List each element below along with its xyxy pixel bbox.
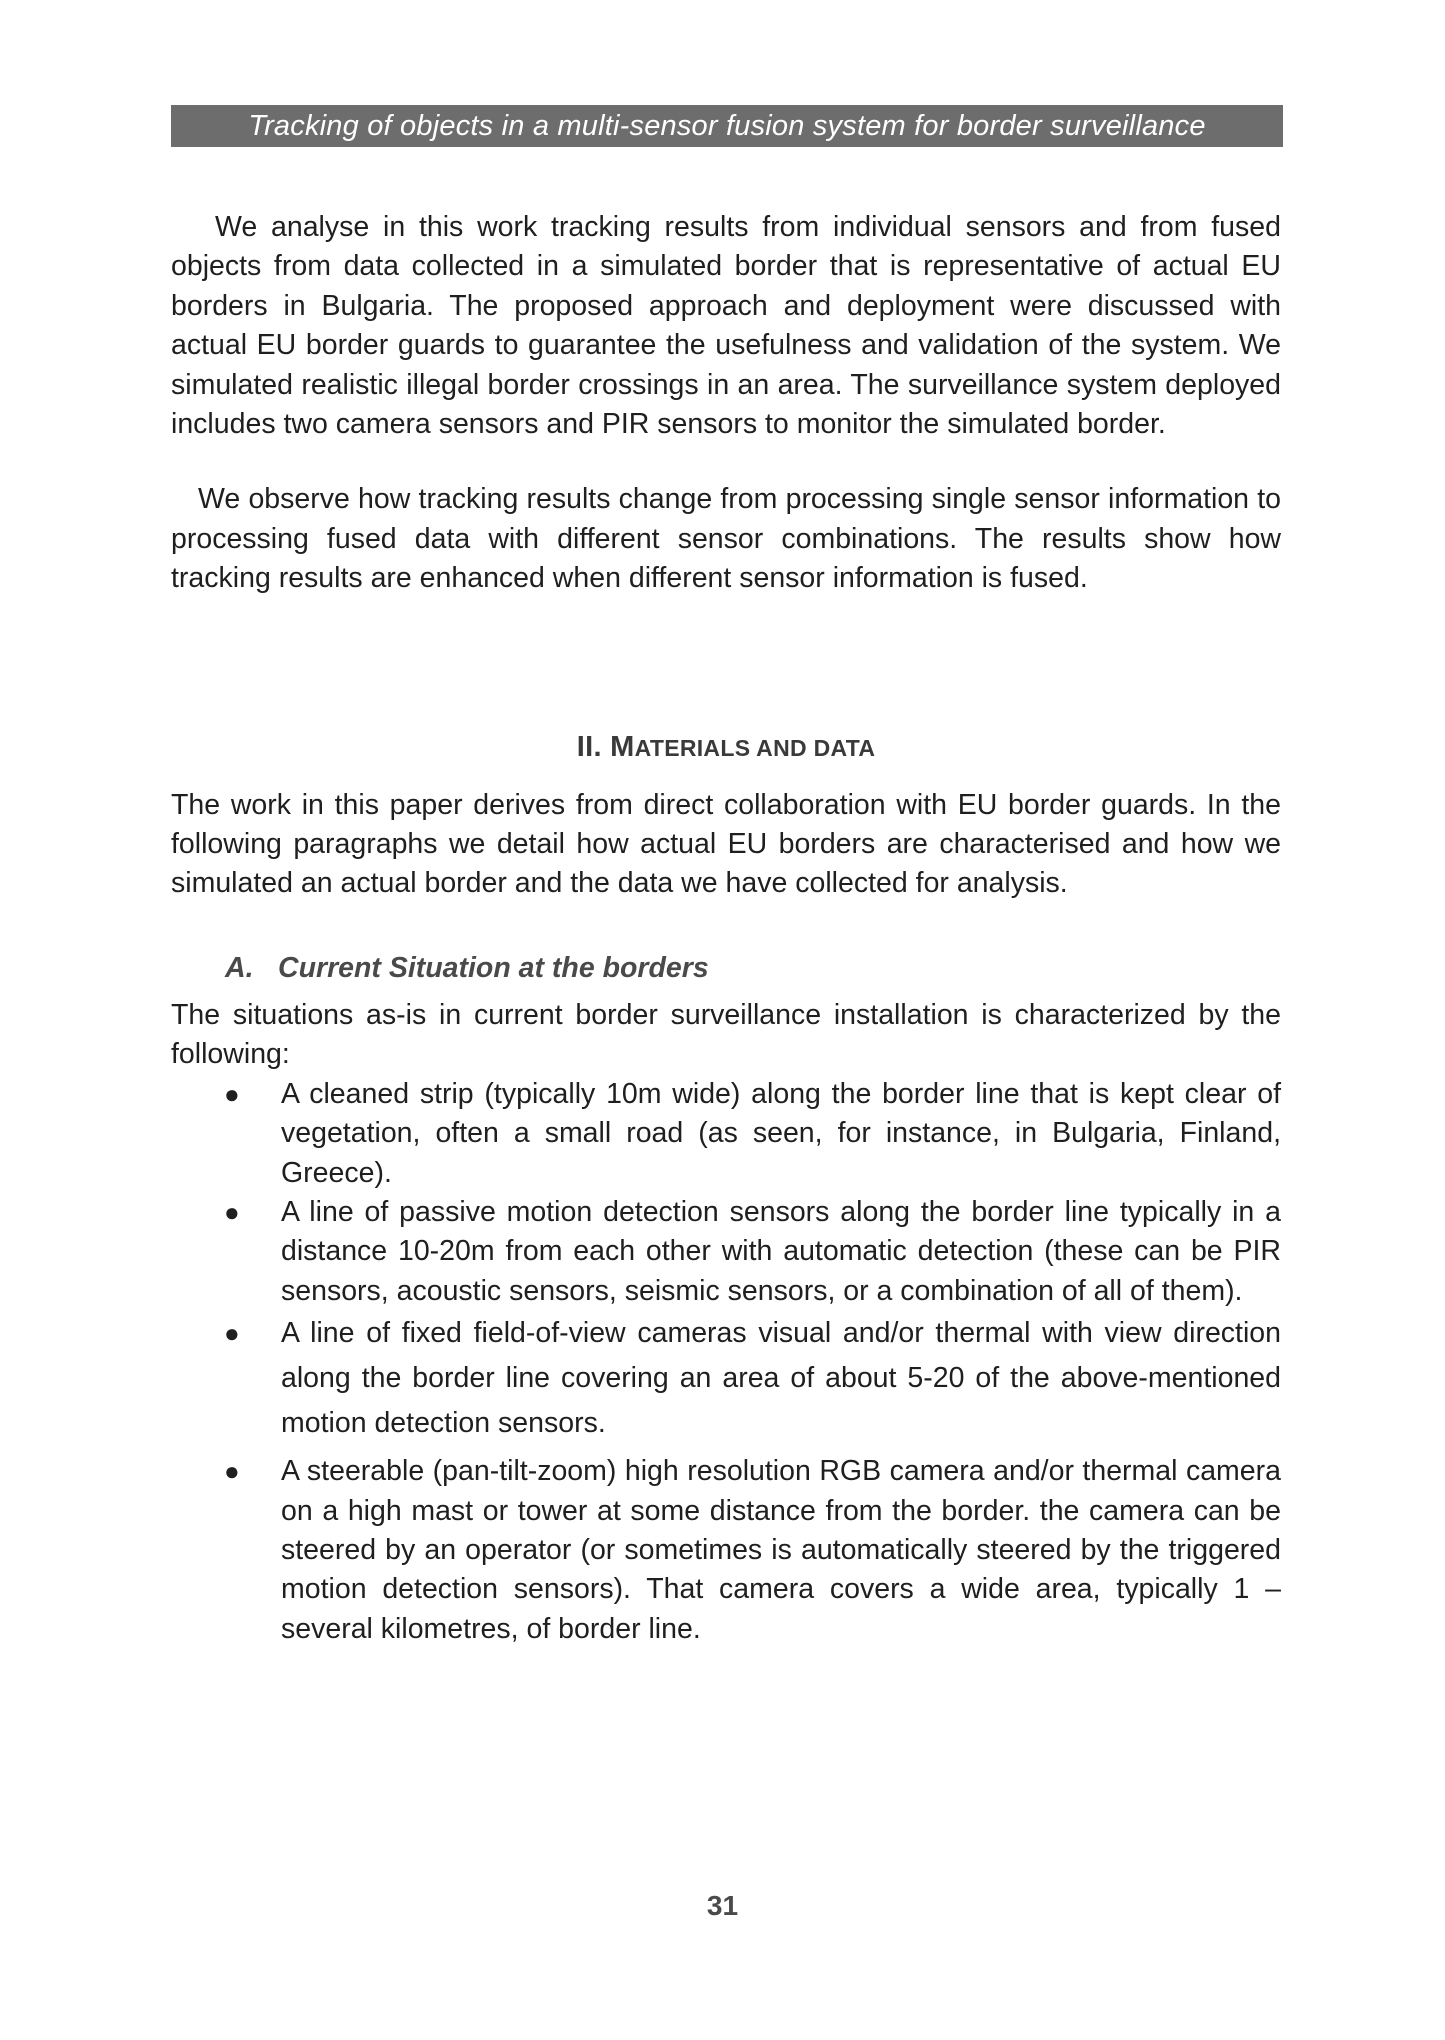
list-item-text: A cleaned strip (typically 10m wide) along the border line that is kept clear of vegetation, often a small road (as seen, for instance, in Bulgaria, Finland, Greece). xyxy=(281,1077,1281,1189)
section-title-rest: ATERIALS AND DATA xyxy=(634,734,876,761)
running-header: Tracking of objects in a multi-sensor fusion system for border surveillance xyxy=(171,105,1283,147)
intro-paragraph-2: We observe how tracking results change from processing single sensor information to processing fused data with different sensor combinations. The results show how tracking results are enhanced when different sensor information is fused. xyxy=(171,483,1281,595)
list-item xyxy=(171,1193,1281,1311)
list-item xyxy=(171,1311,1281,1446)
list-item xyxy=(171,1452,1281,1649)
list-item-text: A line of passive motion detection sensors along the border line typically in a distance 10-20m from each other with automatic detection (these can be PIR sensors, acoustic sensors, seismic sensors, or a combination of all of them). xyxy=(281,1195,1281,1307)
section-number: II. xyxy=(576,730,602,763)
subsection-letter: A. xyxy=(225,951,254,984)
section-title xyxy=(610,731,875,763)
section-title-initial: M xyxy=(610,730,635,763)
list-item xyxy=(171,1075,1281,1193)
list-item-text: A steerable (pan-tilt-zoom) high resolution RGB camera and/or thermal camera on a high mast or tower at some distance from the border. the camera can be steered by an operator (or sometimes is automatically steered by the triggered motion detection sensors). That camera covers a wide area, typically 1 – several kilometres, of border line. xyxy=(281,1455,1281,1645)
bullet-list xyxy=(171,1075,1281,1649)
bullet-icon: ● xyxy=(224,1196,240,1227)
bullet-icon: ● xyxy=(224,1456,240,1487)
page-number: 31 xyxy=(706,1890,739,1921)
list-item-text: A line of fixed field-of-view cameras visual and/or thermal with view direction along the border line covering an area of about 5-20 of the above-mentioned motion detection sensors. xyxy=(281,1317,1281,1440)
bullet-icon: ● xyxy=(224,1078,240,1109)
page-content xyxy=(171,208,1281,1649)
subsection-title: Current Situation at the borders xyxy=(278,951,709,984)
intro-paragraph-1: We analyse in this work tracking results from individual sensors and from fused objects from data collected in a simulated border that is representative of actual EU borders in Bulgaria. The proposed approach and deployment were discussed with actual EU border guards to guarantee the usefulness and validation of the system. We simulated realistic illegal border crossings in an area. The surveillance system deployed includes two camera sensors and PIR sensors to monitor the simulated border. xyxy=(171,211,1281,441)
subsection-heading xyxy=(171,948,1281,988)
section-paragraph: The work in this paper derives from direct collaboration with EU border guards. In the following paragraphs we detail how actual EU borders are characterised and how we simulated an actual border and the data we have collected for analysis. xyxy=(171,788,1281,900)
section-heading xyxy=(171,727,1281,768)
bullet-icon: ● xyxy=(224,1318,240,1349)
subsection-intro: The situations as-is in current border surveillance installation is characterized by the following: xyxy=(171,998,1281,1071)
